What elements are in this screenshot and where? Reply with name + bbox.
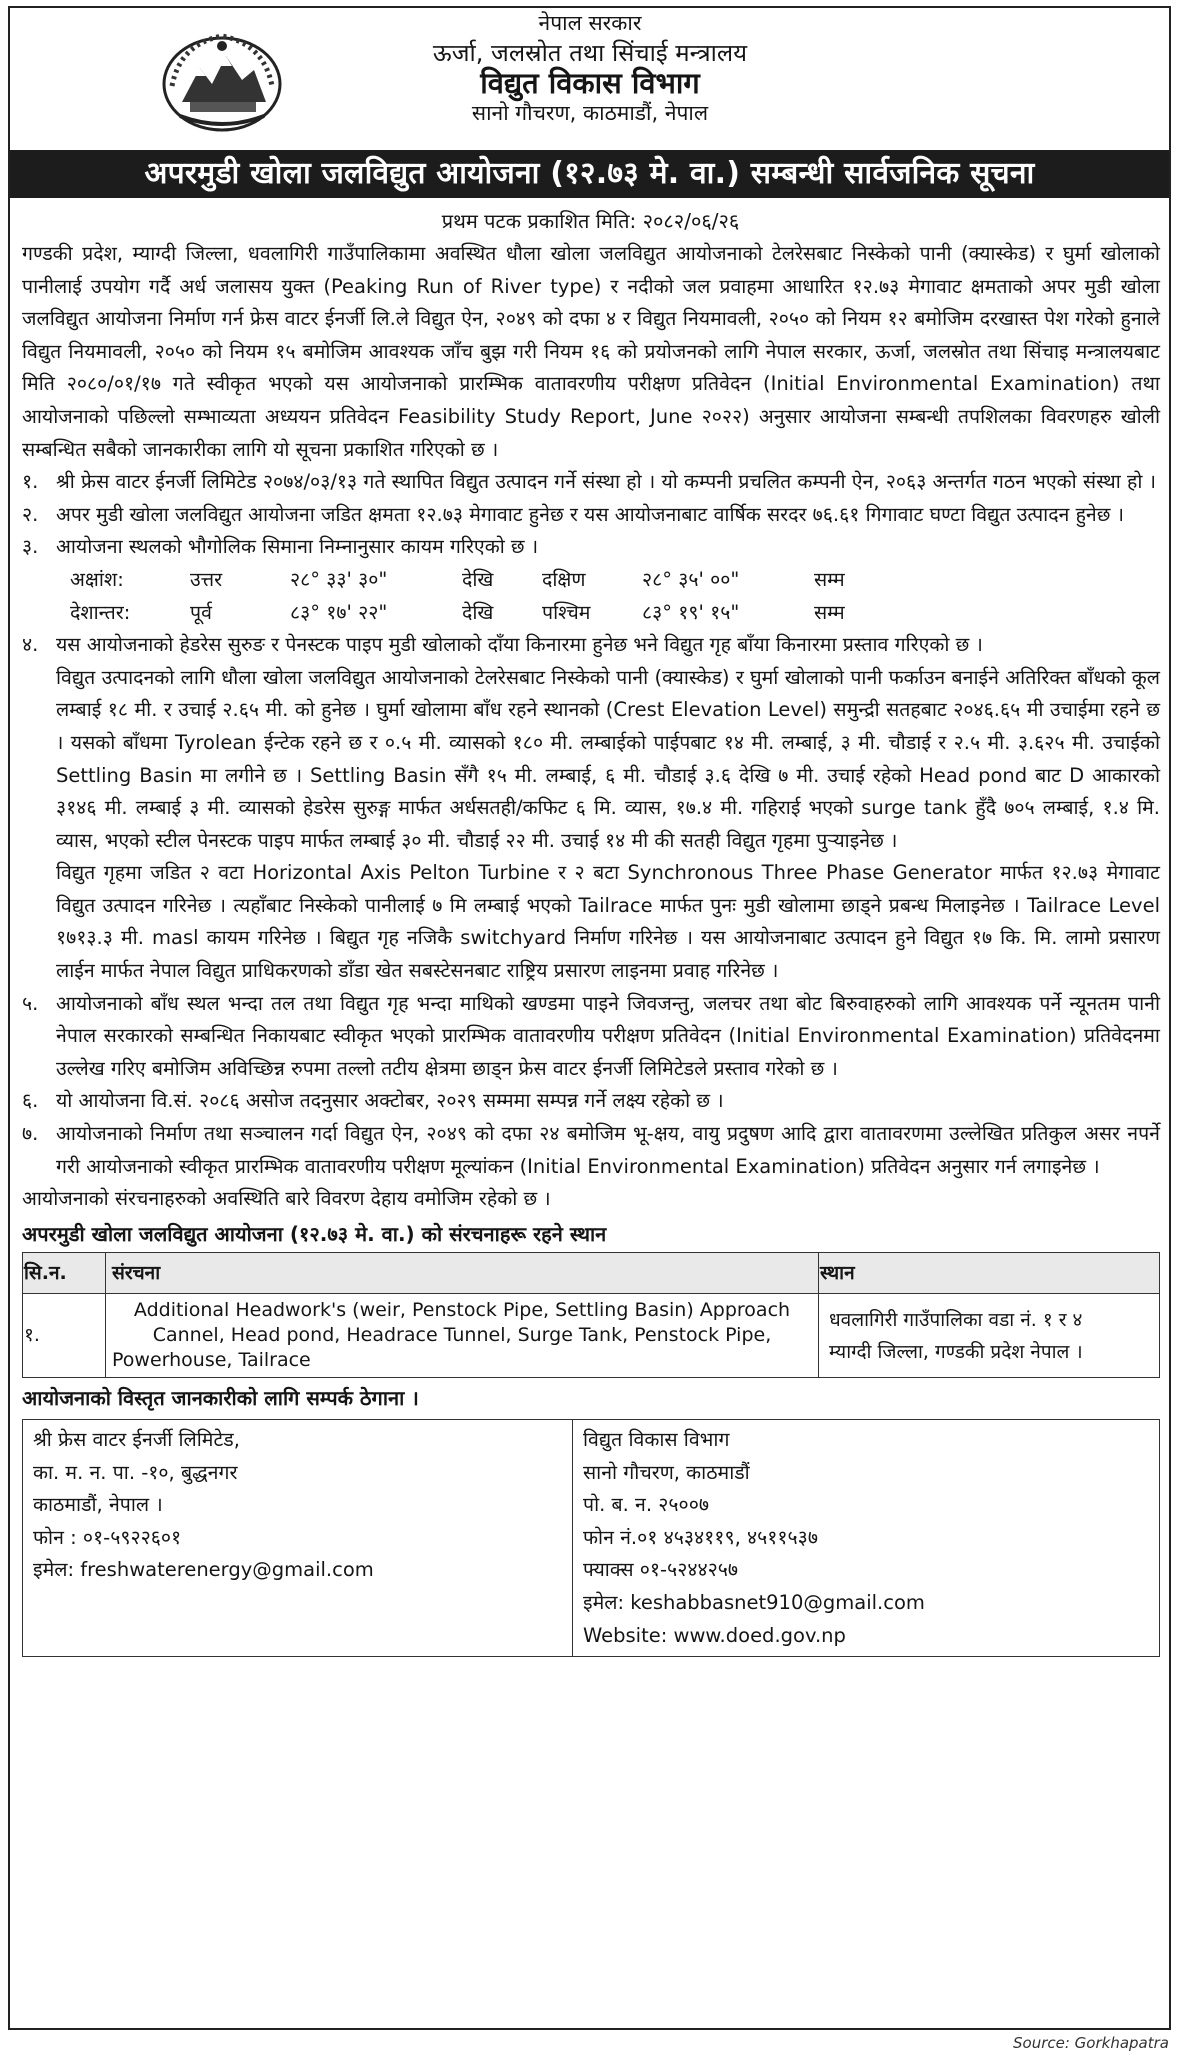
place-line: धवलागिरी गाउँपालिका वडा नं. १ र ४	[829, 1308, 1083, 1331]
coord-end: सम्म	[814, 567, 845, 591]
contact-line: काठमाडौं, नेपाल ।	[33, 1493, 163, 1517]
header	[300, 8, 880, 128]
item-text: अपर मुडी खोला जलविद्युत आयोजना जडित क्षमता १२.७३ मेगावाट हुनेछ र यस आयोजनाबाट वार्षिक सरदर ७६.६१ गिगावाट घण्टा विद्युत उत्पादन हुनेछ ।	[56, 502, 1125, 526]
table-cell-place	[819, 1294, 1160, 1378]
item-text: आयोजनाको बाँध स्थल भन्दा तल तथा विद्युत गृह भन्दा माथिको खण्डमा पाइने जिवजन्तु, जलचर तथा बोट बिरुवाहरुको लागि आवश्यक पर्ने न्यूनतम पानी नेपाल सरकारको सम्बन्धित निकायबाट स्वीकृत भएको प्रारम्भिक वातावरणीय परीक्षण प्रतिवेदन (Initial Environmental Examination) प्रतिवेदनमा उल्लेख गरिए बमोजिम अविच्छिन्न रुपमा तल्लो तटीय क्षेत्रमा छाड्न फ्रेस वाटर ईनर्जी लिमिटेडले प्रस्ताव गरेको छ ।	[56, 991, 1160, 1080]
department-name: विद्युत विकास विभाग	[480, 66, 700, 100]
coord-value: २८° ३५' ००"	[642, 567, 740, 591]
company-contact	[23, 1420, 573, 1656]
coord-label: अक्षांश:	[70, 567, 124, 591]
notice-title: अपरमुडी खोला जलविद्युत आयोजना (१२.७३ मे. वा.) सम्बन्धी सार्वजनिक सूचना	[10, 150, 1169, 198]
contact-email[interactable]: इमेल: keshabbasnet910@gmail.com	[583, 1590, 925, 1614]
item-text: यस आयोजनाको हेडरेस सुरुङ र पेनस्टक पाइप मुडी खोलाको दाँया किनारमा हुनेछ भने विद्युत गृह बाँया किनारमा प्रस्ताव गरिएको छ ।	[56, 633, 983, 657]
intro-paragraph: गण्डकी प्रदेश, म्याग्दी जिल्ला, धवलागिरी गाउँपालिकामा अवस्थित धौला खोला जलविद्युत आयोजनाको टेलरेसबाट निस्केको पानी (क्यास्केड) र घुर्मा खोलाको पानीलाई उपयोग गर्दै अर्ध जलासय युक्त (Peaking Run of River type) र नदीको जल प्रवाहमा आधारित १२.७३ मेगावाट क्षमताको अपर मुडी खोला जलविद्युत आयोजना निर्माण गर्न फ्रेस वाटर ईनर्जी लि.ले विद्युत ऐन, २०४९ को दफा ४ र विद्युत नियमावली, २०५० को नियम १२ बमोजिम दरखास्त पेश गरेको हुनाले विद्युत नियमावली, २०५० को नियम १५ बमोजिम आवश्यक जाँच बुझ गरी नियम १६ को प्रयोजनको लागि नेपाल सरकार, ऊर्जा, जलस्रोत तथा सिंचाइ मन्त्रालयबाट मिति २०८०/०१/१७ गते स्वीकृत भएको यस आयोजनाको प्रारम्भिक वातावरणीय परीक्षण प्रतिवेदन (Initial Environmental Examination) तथा आयोजनाको पछिल्लो सम्भाव्यता अध्ययन प्रतिवेदन Feasibility Study Report, June २०२२) अनुसार आयोजना सम्बन्धी तपशिलका विवरणहरु खोली सम्बन्धित सबैको जानकारीका लागि यो सूचना प्रकाशित गरिएको छ ।	[22, 242, 1160, 461]
source-credit: Source: Gorkhapatra	[1013, 2034, 1169, 2052]
longitude-row	[22, 597, 1160, 630]
government-name: नेपाल सरकार	[538, 11, 642, 35]
coord-direction: उत्तर	[190, 567, 223, 591]
list-item	[22, 1118, 1160, 1183]
contact-email[interactable]: इमेल: freshwaterenergy@gmail.com	[33, 1558, 374, 1582]
table-title: अपरमुडी खोला जलविद्युत आयोजना (१२.७३ मे. वा.) को संरचनाहरू रहने स्थान	[22, 1221, 607, 1246]
coord-direction: पूर्व	[190, 600, 212, 624]
coord-connector: देखि	[462, 567, 494, 591]
department-address: सानो गौचरण, काठमाडौं, नेपाल	[471, 101, 709, 125]
coord-direction: दक्षिण	[542, 567, 586, 591]
table-row	[23, 1294, 1160, 1378]
closing-line: आयोजनाको संरचनाहरुको अवस्थिति बारे विवरण देहाय वमोजिम रहेको छ ।	[22, 1187, 551, 1211]
column-header: स्थान	[819, 1253, 1160, 1294]
powerhouse-description: विद्युत गृहमा जडित २ वटा Horizontal Axis Pelton Turbine र २ बटा Synchronous Three Phase Generator मार्फत १२.७३ मेगावाट विद्युत उत्पादन गरिनेछ । त्यहाँबाट निस्केको पानीलाई ७ मि लम्बाई भएको Tailrace मार्फत पुनः मुडी खोलामा छाड्ने प्रबन्ध मिलाइनेछ । Tailrace Level १७१३.३ मी. masl कायम गरिनेछ । बिद्युत गृह नजिकै switchyard निर्माण गरिनेछ । यस आयोजनाबाट उत्पादन हुने विद्युत १७ कि. मि. लामो प्रसारण लाईन मार्फत नेपाल विद्युत प्राधिकरणको डाँडा खेत सबस्टेसनबाट राष्ट्रिय प्रसारण लाइनमा प्रवाह गरिनेछ ।	[56, 861, 1160, 983]
list-item	[22, 629, 1160, 662]
table-cell-structure: Additional Headwork's (weir, Penstock Pipe, Settling Basin) Approach Cannel, Head pond, Headrace Tunnel, Surge Tank, Penstock Pipe, Powerhouse, Tailrace	[106, 1294, 819, 1378]
ministry-name: ऊर्जा, जलस्रोत तथा सिंचाई मन्त्रालय	[432, 39, 748, 67]
item-number: २.	[22, 502, 39, 526]
place-line: म्याग्दी जिल्ला, गण्डकी प्रदेश नेपाल ।	[829, 1340, 1083, 1363]
coord-value: ८३° १७' २२"	[290, 600, 388, 624]
item-number: ७.	[22, 1122, 39, 1146]
list-item	[22, 499, 1160, 532]
list-item	[22, 1085, 1160, 1118]
coord-connector: देखि	[462, 600, 494, 624]
item-number: ६.	[22, 1089, 39, 1113]
contact-box	[22, 1419, 1160, 1657]
contact-line: पो. ब. न. २५००७	[583, 1493, 709, 1517]
coord-direction: पश्चिम	[542, 600, 591, 624]
contact-line: का. म. न. पा. -१०, बुद्धनगर	[33, 1460, 238, 1484]
contact-line: विद्युत विकास विभाग	[583, 1428, 730, 1451]
item-number: १.	[22, 470, 39, 494]
column-header: सि.न.	[23, 1253, 106, 1294]
latitude-row	[22, 564, 1160, 597]
list-item	[22, 531, 1160, 564]
department-contact	[573, 1420, 1159, 1656]
item-text: यो आयोजना वि.सं. २०८६ असोज तदनुसार अक्टोबर, २०२९ सम्ममा सम्पन्न गर्ने लक्ष्य रहेको छ ।	[56, 1089, 724, 1113]
structures-table	[22, 1252, 1160, 1378]
item-number: ३.	[22, 535, 39, 559]
contact-line: फ्याक्स ०१-५२४४२५७	[583, 1558, 739, 1582]
item-text: आयोजना स्थलको भौगोलिक सिमाना निम्नानुसार कायम गरिएको छ ।	[56, 535, 539, 559]
contact-title: आयोजनाको विस्तृत जानकारीको लागि सम्पर्क ठेगाना ।	[22, 1386, 419, 1411]
item-text: आयोजनाको निर्माण तथा सञ्चालन गर्दा विद्युत ऐन, २०४९ को दफा २४ बमोजिम भू-क्षय, वायु प्रदुषण आदि द्वारा वातावरणमा उल्लेखित प्रतिकुल असर नपर्ने गरी आयोजनाको स्वीकृत प्रारम्भिक वातावरणीय परीक्षण मूल्यांकन (Initial Environmental Examination) प्रतिवेदन अनुसार गर्न लगाइनेछ ।	[56, 1122, 1160, 1178]
list-item	[22, 988, 1160, 1086]
contact-line: फोन नं.०१ ४५३४११९, ४५११५३७	[583, 1525, 818, 1549]
list-item	[22, 466, 1160, 499]
coord-end: सम्म	[814, 600, 845, 624]
published-date: प्रथम पटक प्रकाशित मिति: २०८२/०६/२६	[441, 209, 740, 233]
nepal-government-emblem-icon	[160, 24, 285, 134]
contact-line: सानो गौचरण, काठमाडौं	[583, 1460, 750, 1484]
table-cell-sn: १.	[23, 1294, 106, 1378]
column-header: संरचना	[106, 1253, 819, 1294]
coord-value: २८° ३३' ३०"	[290, 567, 388, 591]
structure-description: विद्युत उत्पादनको लागि धौला खोला जलविद्युत आयोजनाको टेलरेसबाट निस्केको पानी (क्यास्केड) र घुर्मा खोलाको पानी फर्काउन बनाईने अतिरिक्त बाँधको कूल लम्बाई १८ मी. र उचाई २.६५ मी. को हुनेछ । घुर्मा खोलामा बाँध रहने स्थानको (Crest Elevation Level) समुन्द्री सतहबाट २०४६.६५ मी उचाईमा रहने छ । यसको बाँधमा Tyrolean ईन्टेक रहने छ र ०.५ मी. व्यासको १८० मी. लम्बाईको पाईपबाट १४ मी. लम्बाई, ३ मी. चौडाई र २.५ मी. ३.६२५ मी. उचाईको Settling Basin मा लगीने छ । Settling Basin सँगै १५ मी. लम्बाई, ६ मी. चौडाई ३.६ देखि ७ मी. उचाई रहेको Head pond बाट D आकारको ३१४६ मी. लम्बाई ३ मी. व्यासको हेडरेस सुरुङ्ग मार्फत अर्धसतही/कफिट ६ मि. व्यास, १७.४ मी. गहिराई भएको surge tank हुँदै ७०५ लम्बाई, १.४ मि. व्यास, भएको स्टील पेनस्टक पाइप मार्फत लम्बाई ३० मी. चौडाई २२ मी. उचाई १४ मी की सतही विद्युत गृहमा पुर्‍याइनेछ ।	[56, 665, 1160, 852]
item-number: ५.	[22, 991, 39, 1015]
contact-website[interactable]: Website: www.doed.gov.np	[583, 1623, 846, 1647]
item-text: श्री फ्रेस वाटर ईनर्जी लिमिटेड २०७४/०३/१३ गते स्थापित विद्युत उत्पादन गर्ने संस्था हो । यो कम्पनी प्रचलित कम्पनी ऐन, २०६३ अन्तर्गत गठन भएको संस्था हो ।	[56, 470, 1156, 494]
item-number: ४.	[22, 633, 39, 657]
notice-body	[22, 238, 1160, 1657]
coord-value: ८३° १९' १५"	[642, 600, 740, 624]
table-header-row	[23, 1253, 1160, 1294]
coord-label: देशान्तर:	[70, 600, 131, 624]
contact-line: फोन : ०१-५९२२६०१	[33, 1525, 182, 1549]
contact-line: श्री फ्रेस वाटर ईनर्जी लिमिटेड,	[33, 1428, 240, 1451]
